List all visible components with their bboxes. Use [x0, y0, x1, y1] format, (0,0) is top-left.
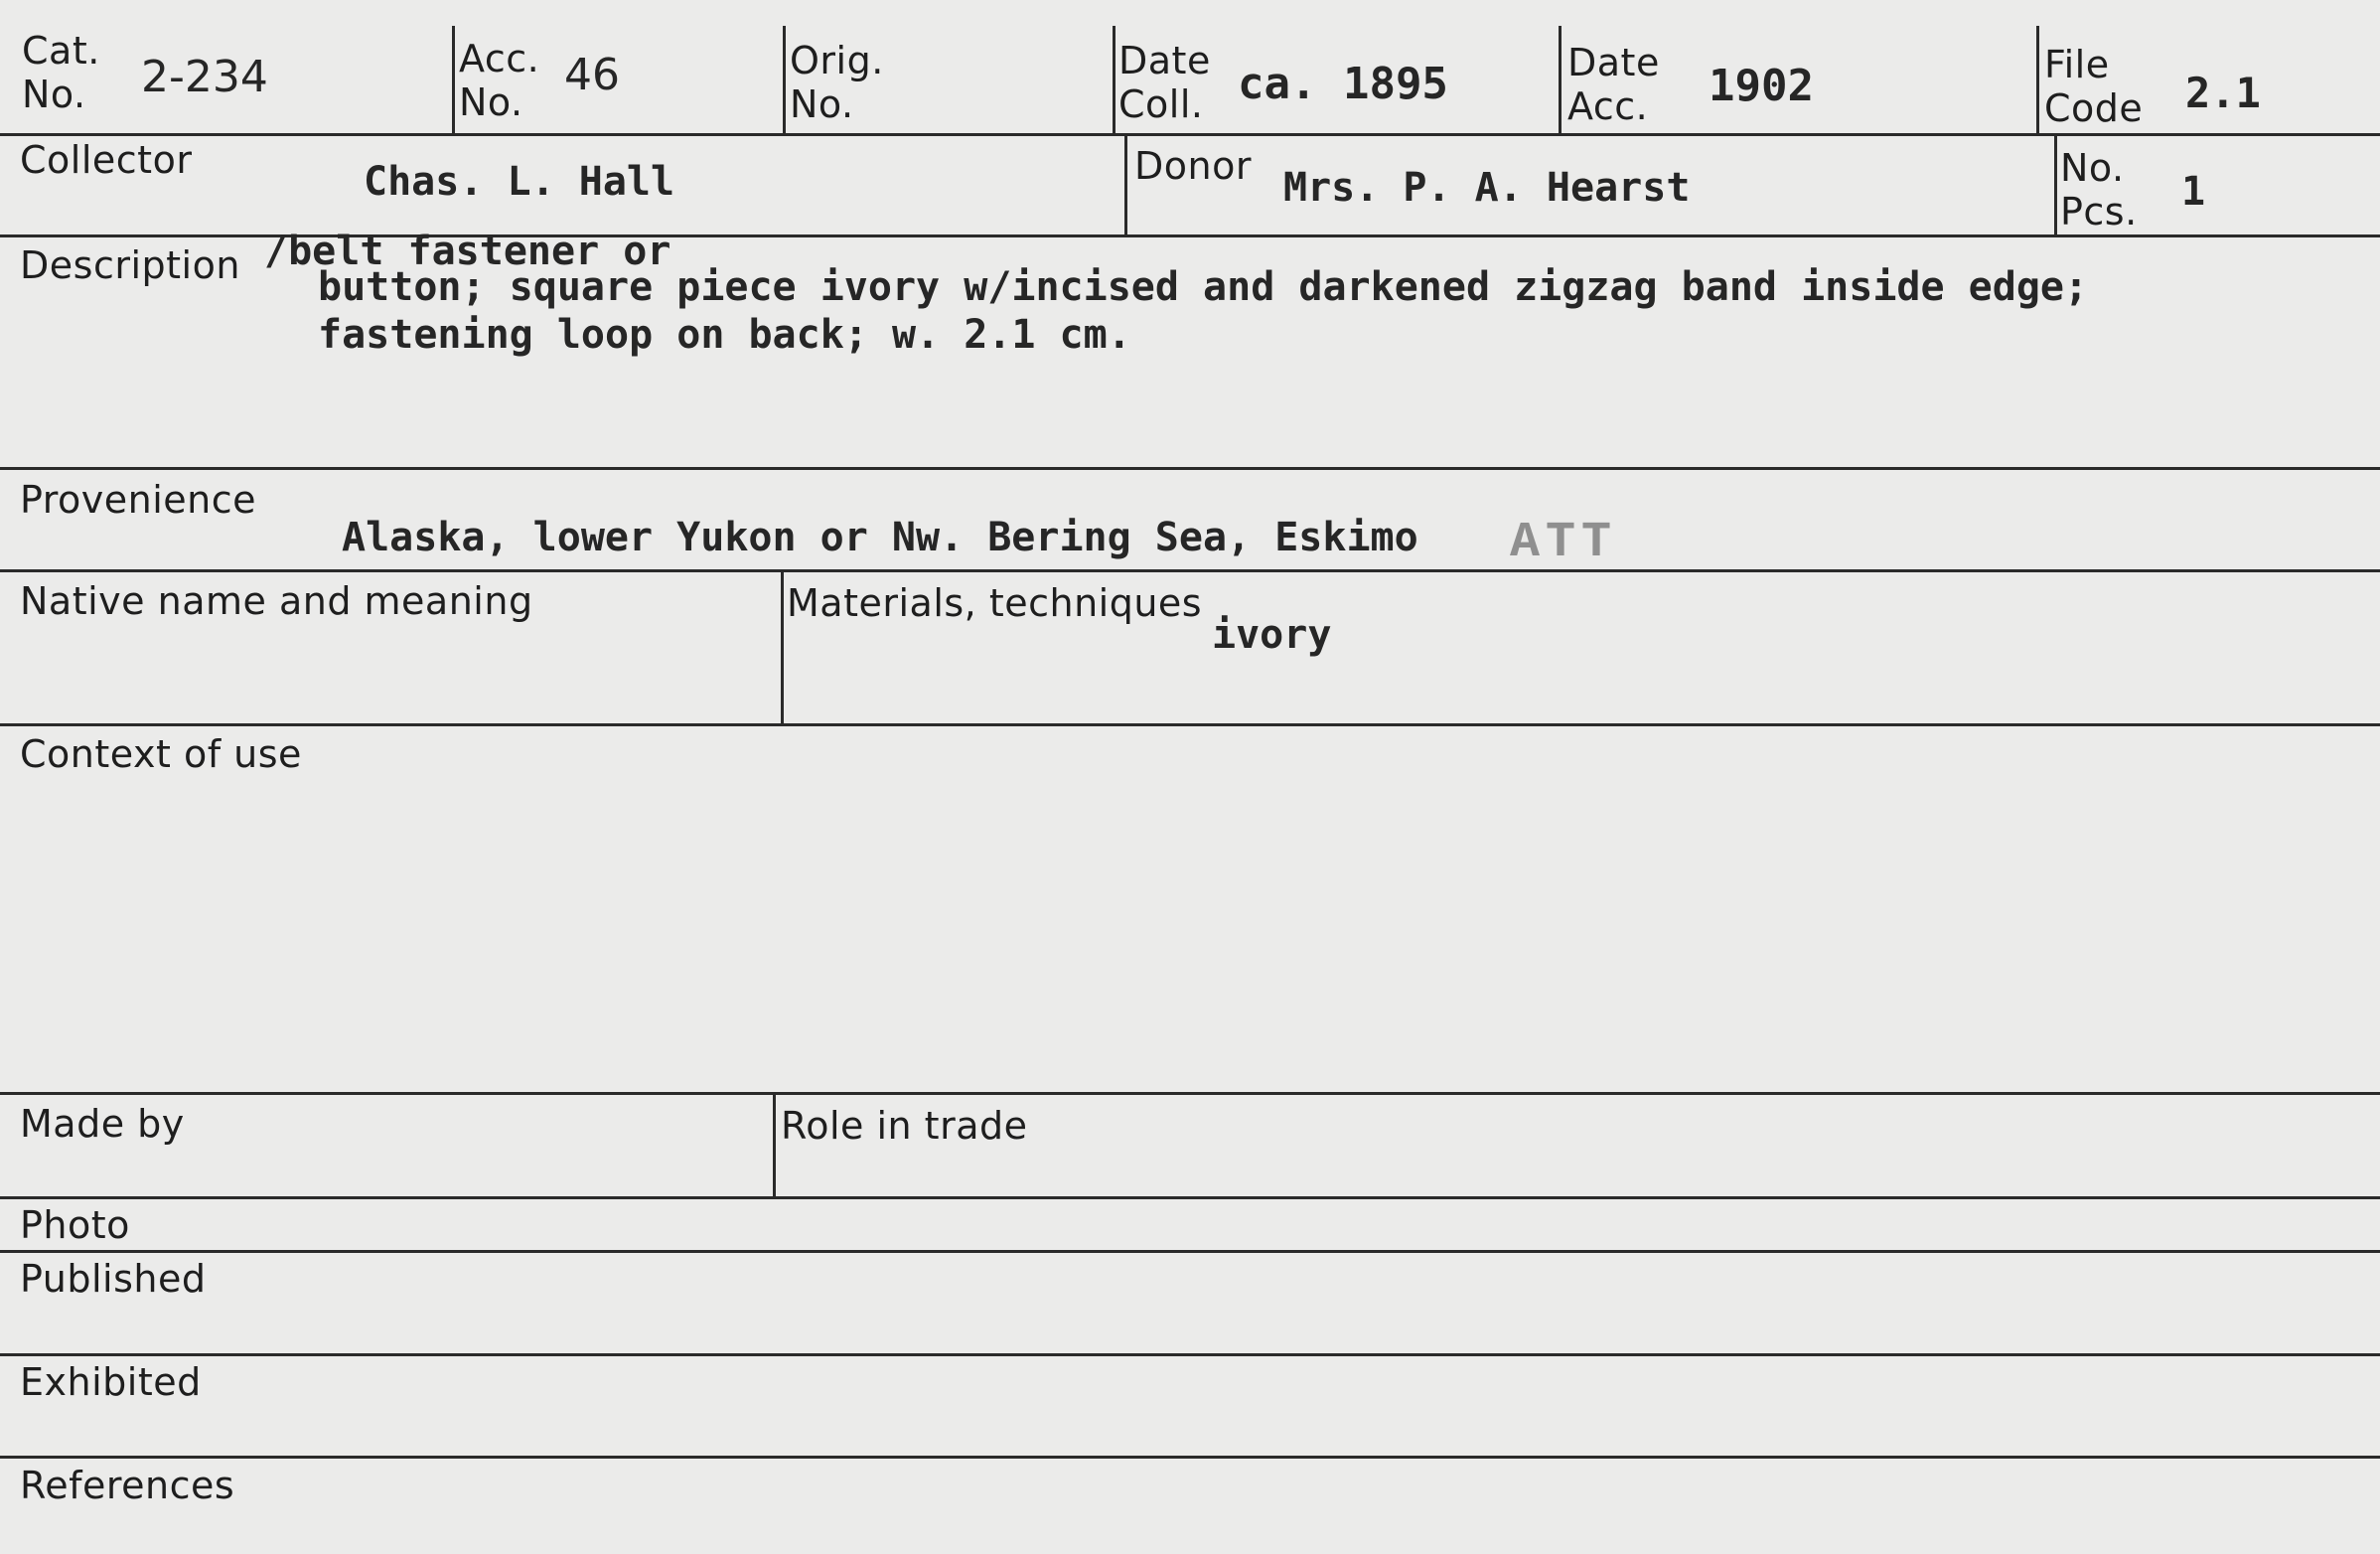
- divider-acc-orig: [783, 26, 786, 135]
- role-in-trade-label: Role in trade: [781, 1104, 1028, 1148]
- att-stamp: ATT: [1510, 515, 1618, 571]
- donor-label: Donor: [1134, 144, 1252, 188]
- references-label: References: [20, 1464, 235, 1507]
- collector-value: Chas. L. Hall: [364, 159, 675, 205]
- divider-native-materials: [781, 571, 784, 725]
- description-line-3: fastening loop on back; w. 2.1 cm.: [318, 312, 1131, 358]
- donor-value: Mrs. P. A. Hearst: [1283, 165, 1691, 211]
- description-line-2: button; square piece ivory w/incised and darkened zigzag band inside edge;: [318, 264, 2089, 310]
- published-label: Published: [20, 1257, 207, 1301]
- divider-dateacc-filecode: [2036, 26, 2039, 135]
- divider-datecoll-dateacc: [1559, 26, 1562, 135]
- orig-no-label: Orig. No.: [790, 39, 884, 126]
- materials-value: ivory: [1212, 612, 1332, 658]
- file-code-value: 2.1: [2185, 69, 2261, 117]
- exhibited-label: Exhibited: [20, 1360, 202, 1404]
- no-pcs-label: No. Pcs.: [2060, 146, 2138, 233]
- rule-photo-bottom: [0, 1250, 2380, 1253]
- made-by-label: Made by: [20, 1102, 185, 1146]
- rule-published-bottom: [0, 1353, 2380, 1356]
- rule-native-bottom: [0, 723, 2380, 726]
- date-coll-value: ca. 1895: [1238, 59, 1448, 109]
- cat-no-value: 2-234: [141, 52, 268, 102]
- no-pcs-value: 1: [2181, 169, 2206, 215]
- date-acc-label: Date Acc.: [1567, 41, 1660, 128]
- divider-cat-acc: [452, 26, 455, 135]
- date-acc-value: 1902: [1709, 61, 1814, 111]
- photo-label: Photo: [20, 1203, 130, 1247]
- description-line-1: /belt fastener or: [264, 229, 671, 274]
- description-label: Description: [20, 243, 240, 287]
- rule-exhibited-bottom: [0, 1456, 2380, 1459]
- materials-label: Materials, techniques: [787, 581, 1203, 625]
- native-name-label: Native name and meaning: [20, 579, 533, 623]
- acc-no-label: Acc. No.: [459, 37, 540, 124]
- cat-no-label: Cat. No.: [22, 29, 100, 116]
- rule-context-bottom: [0, 1092, 2380, 1095]
- acc-no-value: 46: [564, 50, 620, 100]
- divider-orig-datecoll: [1113, 26, 1116, 135]
- date-coll-label: Date Coll.: [1118, 39, 1211, 126]
- divider-collector-donor: [1124, 135, 1127, 236]
- rule-madeby-bottom: [0, 1196, 2380, 1199]
- rule-description-bottom: [0, 467, 2380, 470]
- divider-madeby-role: [773, 1094, 776, 1198]
- rule-provenience-bottom: [0, 569, 2380, 572]
- collector-label: Collector: [20, 138, 193, 182]
- provenience-value: Alaska, lower Yukon or Nw. Bering Sea, Eskimo: [342, 515, 1418, 560]
- divider-donor-nopcs: [2054, 135, 2057, 236]
- provenience-label: Provenience: [20, 478, 257, 522]
- rule-header-bottom: [0, 133, 2380, 136]
- file-code-label: File Code: [2044, 43, 2144, 130]
- context-label: Context of use: [20, 732, 302, 776]
